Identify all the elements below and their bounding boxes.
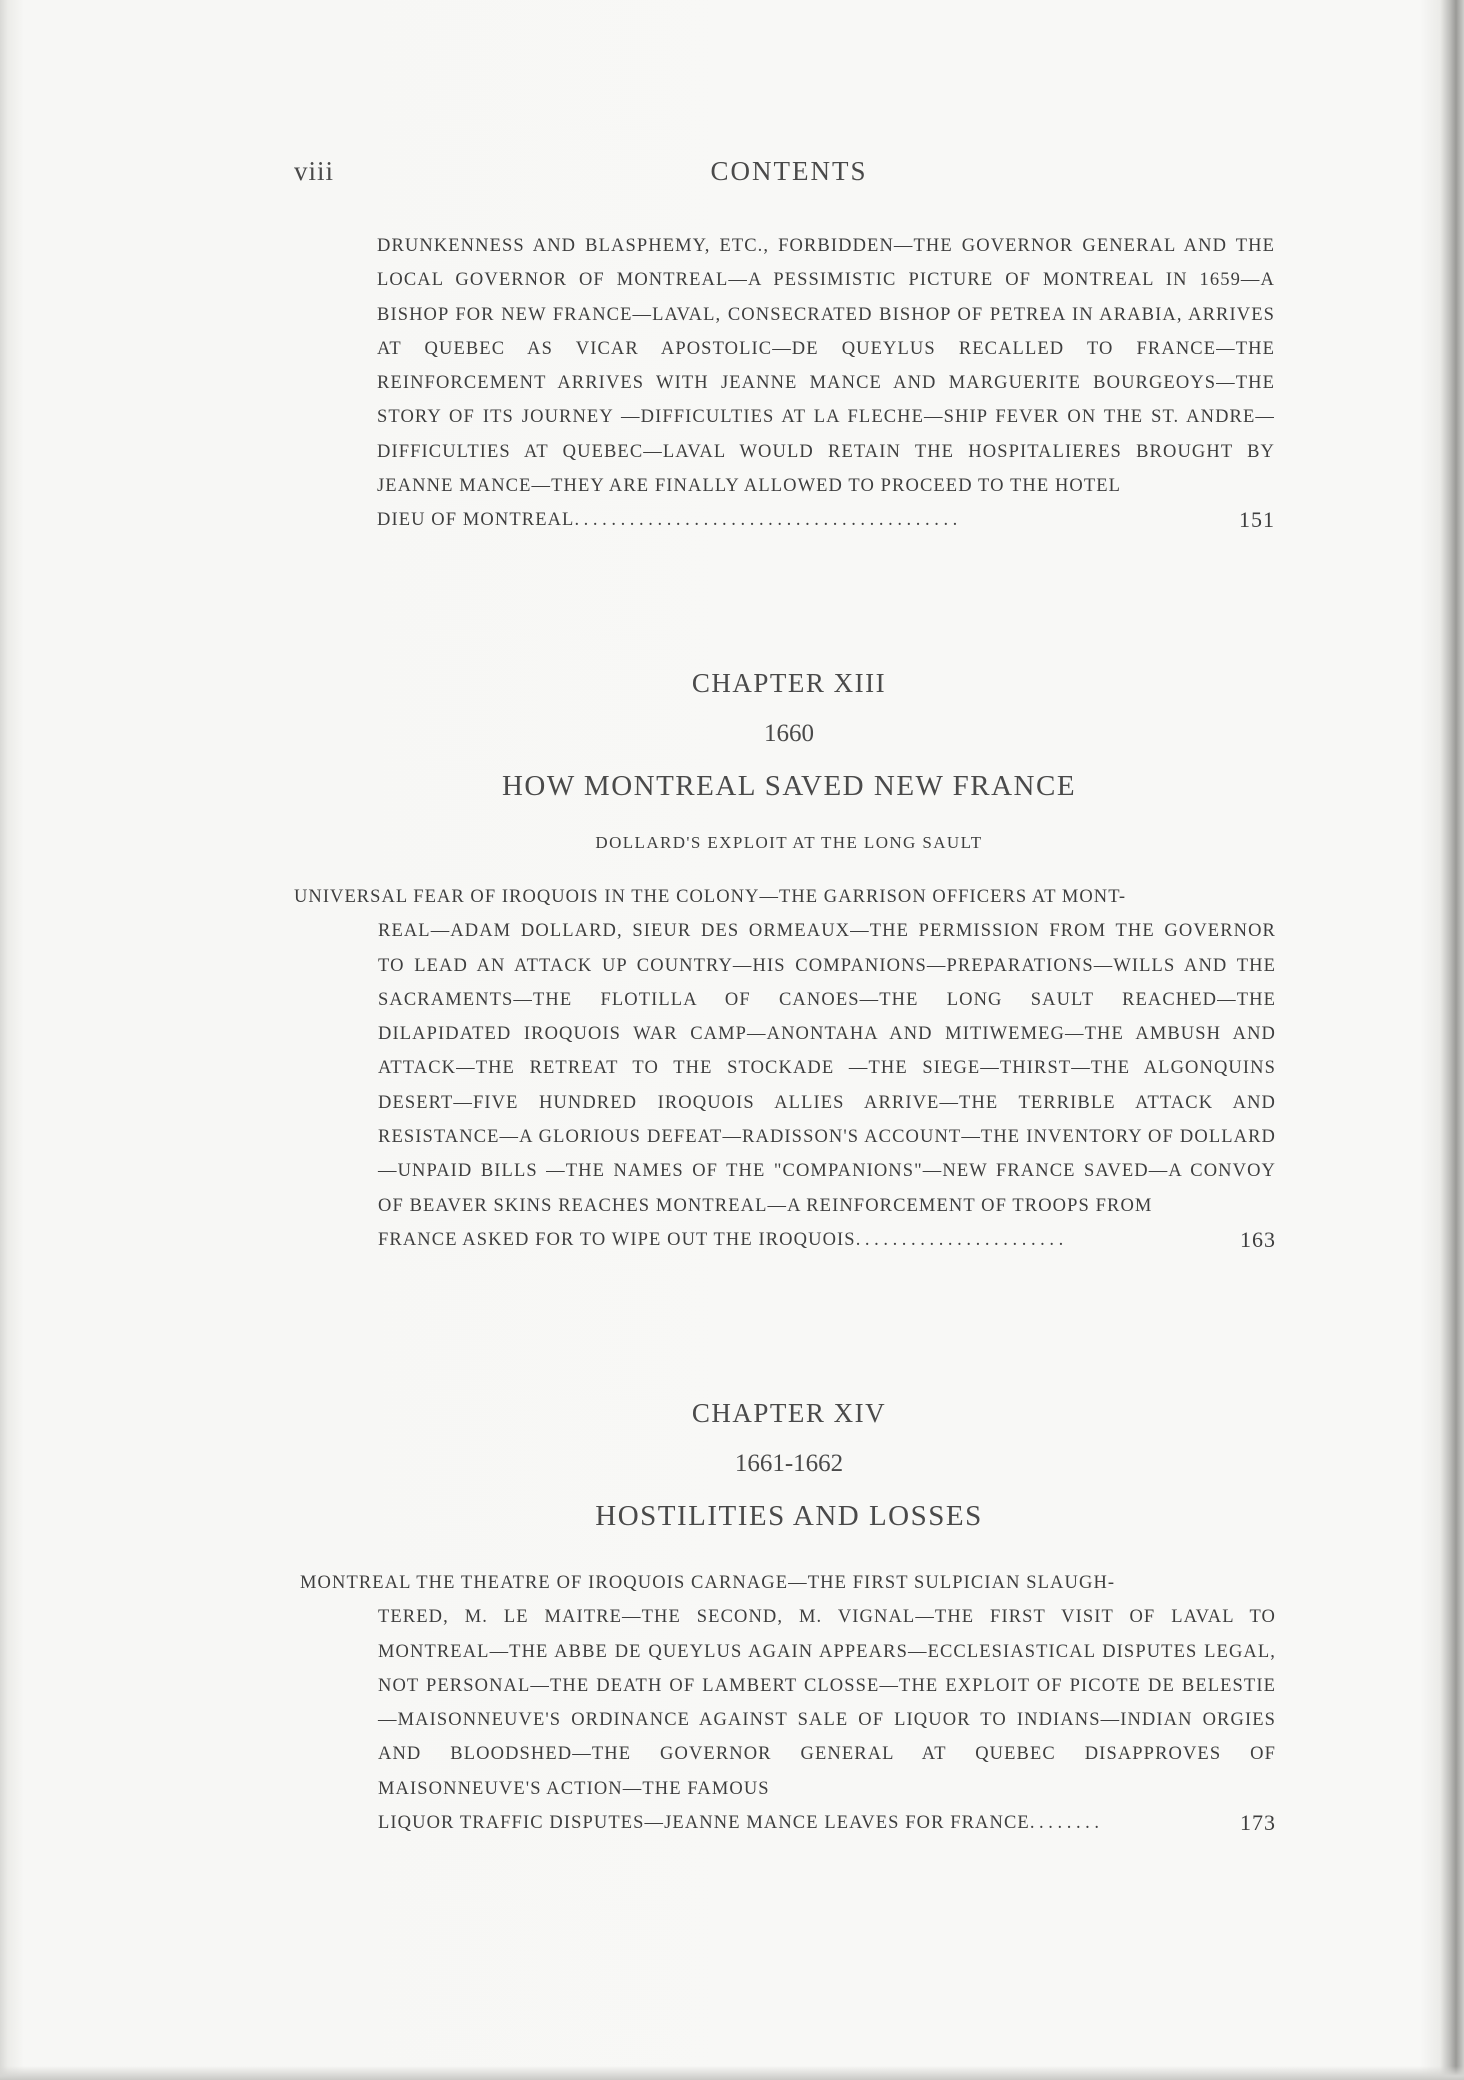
chapter-xiv-page-number: 173 bbox=[1240, 1810, 1276, 1836]
chapter-xiii-years: 1660 bbox=[764, 720, 814, 747]
chapter-xii-page-number: 151 bbox=[1239, 507, 1275, 533]
chapter-xiv-summary bbox=[300, 1566, 1276, 1840]
chapter-xii-summary bbox=[377, 229, 1275, 538]
running-head bbox=[294, 156, 1284, 196]
chapter-xiv-summary-text: TERED, M. LE MAITRE—THE SECOND, M. VIGNAL—THE FIRST VISIT OF LAVAL TO MONTREAL—THE ABBE DE QUEYLUS AGAIN APPEARS—ECCLESIASTICAL DISPUTES LEGAL, NOT PERSONAL—THE DEATH OF LAMBERT CLOSSE—THE EXPLOIT OF PICOTE DE BELESTIE—MAISONNEUVE'S ORDINANCE AGAINST SALE OF LIQUOR TO INDIANS—INDIAN ORGIES AND BLOODSHED—THE GOVERNOR GENERAL AT QUEBEC DISAPPROVES OF MAISONNEUVE'S ACTION—THE FAMOUS bbox=[378, 1607, 1276, 1799]
chapter-xiv-summary-first-line: MONTREAL THE THEATRE OF IROQUOIS CARNAGE—THE FIRST SULPICIAN SLAUGH- bbox=[300, 1573, 1116, 1593]
chapter-xiii-summary-first-line: UNIVERSAL FEAR OF IROQUOIS IN THE COLONY—THE GARRISON OFFICERS AT MONT- bbox=[294, 887, 1127, 907]
chapter-xiii-subtitle: DOLLARD'S EXPLOIT AT THE LONG SAULT bbox=[595, 833, 983, 852]
chapter-xiii-summary-last-line: FRANCE ASKED FOR TO WIPE OUT THE IROQUOIS....................... 163 bbox=[378, 1223, 1276, 1257]
chapter-xii-summary-last-line: DIEU OF MONTREAL.......................................... 151 bbox=[377, 503, 1275, 537]
chapter-xiii-summary-body bbox=[294, 914, 1276, 1257]
chapter-xiv-years: 1661-1662 bbox=[734, 1450, 844, 1477]
chapter-xiv-heading: CHAPTER XIV bbox=[691, 1398, 887, 1428]
chapter-xiii-summary bbox=[294, 880, 1276, 1257]
chapter-xiv-title: HOSTILITIES AND LOSSES bbox=[595, 1500, 983, 1532]
chapter-xiii-summary-text: REAL—ADAM DOLLARD, SIEUR DES ORMEAUX—THE PERMISSION FROM THE GOVERNOR TO LEAD AN ATTACK UP COUNTRY—HIS COMPANIONS—PREPARATIONS—WILLS AND THE SACRAMENTS—THE FLOTILLA OF CANOES—THE LONG SAULT REACHED—THE DILAPIDATED IROQUOIS WAR CAMP—ANONTAHA AND MITIWEMEG—THE AMBUSH AND ATTACK—THE RETREAT TO THE STOCKADE —THE SIEGE—THIRST—THE ALGONQUINS DESERT—FIVE HUNDRED IROQUOIS ALLIES ARRIVE—THE TERRIBLE ATTACK AND RESISTANCE—A GLORIOUS DEFEAT—RADISSON'S ACCOUNT—THE INVENTORY OF DOLLARD—UNPAID BILLS —THE NAMES OF THE "COMPANIONS"—NEW FRANCE SAVED—A CONVOY OF BEAVER SKINS REACHES MONTREAL—A REINFORCEMENT OF TROOPS FROM bbox=[378, 921, 1276, 1216]
chapter-xiv-summary-last-line: LIQUOR TRAFFIC DISPUTES—JEANNE MANCE LEAVES FOR FRANCE........ 173 bbox=[378, 1806, 1276, 1840]
chapter-xiv-summary-body bbox=[300, 1600, 1276, 1840]
chapter-xiii-title: HOW MONTREAL SAVED NEW FRANCE bbox=[501, 770, 1077, 802]
running-head-title: CONTENTS bbox=[710, 156, 868, 186]
page-folio: viii bbox=[294, 156, 335, 186]
page-bottom-edge bbox=[0, 2066, 1464, 2080]
chapter-xiii-heading: CHAPTER XIII bbox=[691, 668, 887, 698]
chapter-xiii-page-number: 163 bbox=[1240, 1226, 1276, 1252]
chapter-xii-summary-text: DRUNKENNESS AND BLASPHEMY, ETC., FORBIDDEN—THE GOVERNOR GENERAL AND THE LOCAL GOVERNOR OF MONTREAL—A PESSIMISTIC PICTURE OF MONTREAL IN 1659—A BISHOP FOR NEW FRANCE—LAVAL, CONSECRATED BISHOP OF PETREA IN ARABIA, ARRIVES AT QUEBEC AS VICAR APOSTOLIC—DE QUEYLUS RECALLED TO FRANCE—THE REINFORCEMENT ARRIVES WITH JEANNE MANCE AND MARGUERITE BOURGEOYS—THE STORY OF ITS JOURNEY —DIFFICULTIES AT LA FLECHE—SHIP FEVER ON THE ST. ANDRE—DIFFICULTIES AT QUEBEC—LAVAL WOULD RETAIN THE HOSPITALIERES BROUGHT BY JEANNE MANCE—THEY ARE FINALLY ALLOWED TO PROCEED TO THE HOTEL bbox=[377, 236, 1275, 497]
